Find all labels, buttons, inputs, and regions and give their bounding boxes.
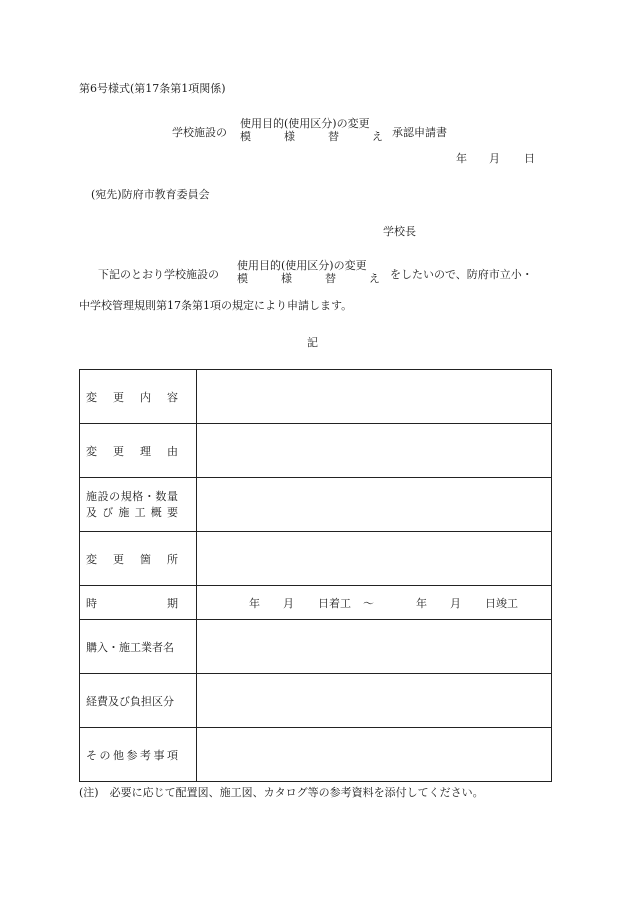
body-prefix: 下記のとおり学校施設の [98, 268, 219, 281]
table-row [80, 674, 552, 728]
ki-heading: 記 [307, 336, 318, 349]
row-label-change-location [80, 532, 197, 586]
body-option-change: 使用目的(使用区分)の変更 [237, 259, 367, 272]
applicant-principal: 学校長 [383, 225, 416, 238]
row-label-cost [80, 674, 197, 728]
row-label-period [80, 586, 197, 620]
label-char: 項 [167, 748, 178, 762]
label-char: 更 [113, 390, 124, 404]
end-month-unit: 月 [450, 596, 461, 610]
label-char: 由 [167, 444, 178, 458]
body-option-remodel [237, 272, 380, 285]
label-char: ・ [143, 489, 155, 503]
label-char: 箇 [140, 552, 151, 566]
label-char: 概 [150, 505, 162, 519]
row-label-change-reason [80, 424, 197, 478]
label-char: 規 [120, 489, 132, 503]
end-day-unit: 日竣工 [485, 596, 518, 610]
label-char: 参 [126, 748, 138, 762]
table-row [80, 424, 552, 478]
addressee: (宛先)防府市教育委員会 [91, 188, 210, 201]
facility-specs-field[interactable] [197, 478, 552, 532]
label-char: の [109, 489, 121, 503]
table-row [80, 728, 552, 782]
body-line2: 中学校管理規則第17条第1項の規定により申請します。 [79, 299, 353, 312]
start-year-unit: 年 [249, 596, 260, 610]
title-option-char: 模 [240, 130, 251, 143]
label-text: 経費及び負担区分 [86, 694, 174, 708]
row-label-contractor [80, 620, 197, 674]
label-char: 考 [140, 748, 151, 762]
label-char: 理 [140, 444, 151, 458]
label-char: 容 [167, 390, 178, 404]
change-location-field[interactable] [197, 532, 552, 586]
label-char: 数 [155, 489, 167, 503]
change-content-field[interactable] [197, 370, 552, 424]
label-text: 購入・施工業者名 [86, 640, 174, 654]
period-tilde: 〜 [363, 596, 374, 610]
body-suffix: をしたいので、防府市立小・ [390, 268, 533, 281]
date-day: 日 [524, 152, 535, 165]
label-char: 格 [132, 489, 144, 503]
body-option-char: 模 [237, 272, 248, 285]
table-row [80, 370, 552, 424]
label-char: 更 [113, 444, 124, 458]
body-option-char: 替 [325, 272, 336, 285]
label-char: 他 [113, 748, 124, 762]
title-option-char: 替 [328, 130, 339, 143]
form-number: 第6号様式(第17条第1項関係) [79, 82, 226, 95]
row-label-change-content [80, 370, 197, 424]
body-options [237, 259, 380, 285]
title-option-char: 様 [284, 130, 295, 143]
start-day-unit: 日着工 [318, 596, 351, 610]
start-month-unit: 月 [283, 596, 294, 610]
label-char: 設 [97, 489, 109, 503]
title-options [240, 117, 383, 143]
end-year-unit: 年 [416, 596, 427, 610]
label-char: 量 [166, 489, 178, 503]
table-row [80, 532, 552, 586]
title-option-char: え [372, 130, 383, 143]
label-char: 及 [86, 505, 97, 519]
label-char: 施 [86, 489, 97, 503]
label-char: 事 [153, 748, 165, 762]
label-char: 所 [167, 552, 178, 566]
label-char: 工 [134, 505, 146, 519]
label-char: 変 [86, 552, 97, 566]
row-label-other [80, 728, 197, 782]
title-suffix: 承認申請書 [392, 126, 447, 139]
label-char: の [99, 748, 111, 762]
label-char: び [102, 505, 114, 519]
application-table [79, 369, 552, 782]
title-option-change: 使用目的(使用区分)の変更 [240, 117, 370, 130]
label-char: 変 [86, 390, 97, 404]
label-char: 時 [86, 596, 97, 610]
label-char: そ [86, 748, 97, 762]
table-row [80, 620, 552, 674]
footnote: (注) 必要に応じて配置図、施工図、カタログ等の参考資料を添付してください。 [79, 786, 484, 799]
change-reason-field[interactable] [197, 424, 552, 478]
row-label-facility-specs [80, 478, 197, 532]
body-option-char: え [369, 272, 380, 285]
date-month: 月 [489, 152, 500, 165]
title-option-remodel [240, 130, 383, 143]
contractor-field[interactable] [197, 620, 552, 674]
period-field[interactable] [197, 586, 552, 620]
label-char: 施 [118, 505, 130, 519]
cost-field[interactable] [197, 674, 552, 728]
date-year: 年 [456, 152, 467, 165]
title-prefix: 学校施設の [172, 126, 227, 139]
other-field[interactable] [197, 728, 552, 782]
label-char: 内 [140, 390, 151, 404]
body-option-char: 様 [281, 272, 292, 285]
label-char: 期 [167, 596, 178, 610]
label-char: 要 [166, 505, 178, 519]
table-row [80, 586, 552, 620]
label-char: 変 [86, 444, 97, 458]
table-row [80, 478, 552, 532]
label-char: 更 [113, 552, 124, 566]
